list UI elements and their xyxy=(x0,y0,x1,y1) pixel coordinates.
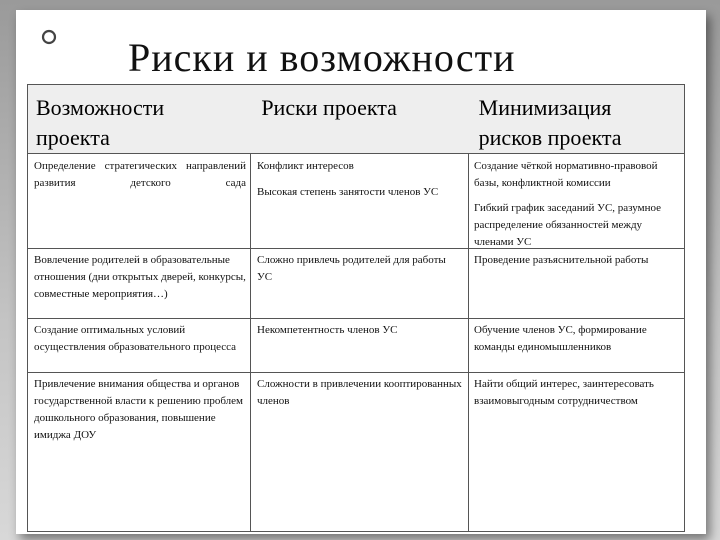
bullet-icon xyxy=(40,28,58,46)
table-header-row xyxy=(27,84,685,154)
table-cell-risk: Высокая степень занятости членов УС xyxy=(257,186,439,198)
row-divider xyxy=(28,318,684,319)
table-cell-mitigation: Гибкий график заседаний УС, разумное распределение обязанностей между членами УС xyxy=(474,202,662,248)
header-mitigation: Минимизация рисков проекта xyxy=(478,95,622,150)
table-cell-mitigation: Найти общий интерес, заинтересовать взаимовыгодным сотрудничеством xyxy=(474,378,654,407)
header-risks: Риски проекта xyxy=(261,95,397,120)
row-divider xyxy=(28,372,684,373)
header-opportunities: Возможности проекта xyxy=(36,95,165,150)
table-cell-opportunity: Определение стратегических направлений развития детского сада xyxy=(34,160,246,189)
table-cell-mitigation: Проведение разъяснительной работы xyxy=(474,254,649,266)
table-body xyxy=(27,154,685,532)
table-cell-opportunity: Создание оптимальных условий осуществления образовательного процесса xyxy=(34,324,237,353)
table-cell-opportunity: Вовлечение родителей в образовательные отношения (дни открытых дверей, конкурсы, совместные мероприятия…) xyxy=(34,254,246,300)
table-cell-mitigation: Обучение членов УС, формирование команды единомышленников xyxy=(474,324,647,353)
table-cell-risk: Конфликт интересов xyxy=(257,160,354,172)
table-cell-risk: Сложно привлечь родителей для работы УС xyxy=(257,254,446,283)
table-cell-opportunity: Привлечение внимания общества и органов государственной власти к решению проблем дошкольного образования, повышение имиджа ДОУ xyxy=(34,378,244,441)
table-cell-risk: Некомпетентность членов УС xyxy=(257,324,398,336)
table-cell-risk: Сложности в привлечении кооптированных членов xyxy=(257,378,462,407)
slide-title: Риски и возможности xyxy=(128,35,516,80)
risks-table xyxy=(27,84,685,446)
column-divider xyxy=(468,154,469,531)
column-divider xyxy=(250,154,251,531)
table-cell-mitigation: Создание чёткой нормативно-правовой базы, конфликтной комиссии xyxy=(474,160,658,189)
